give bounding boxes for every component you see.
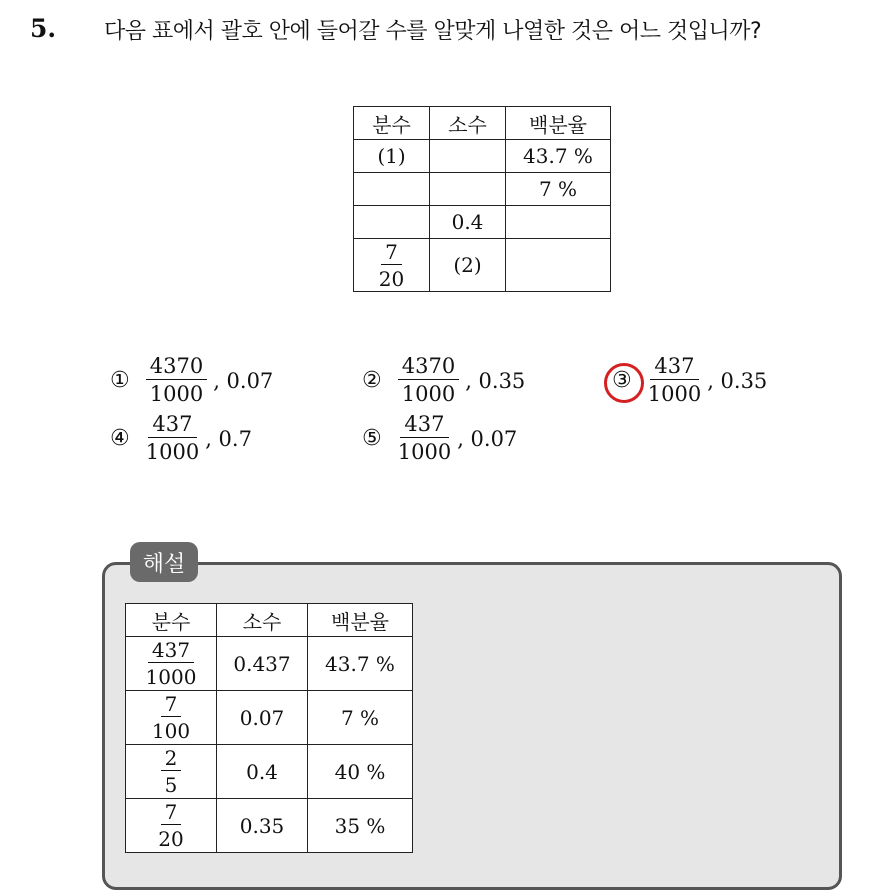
table-row xyxy=(354,239,611,292)
solution-label: 해설 xyxy=(130,542,198,582)
choice-number-icon: ④ xyxy=(110,426,130,451)
fraction-denominator: 1000 xyxy=(647,382,702,406)
choice-number-icon: ① xyxy=(110,368,130,393)
cell-fraction xyxy=(354,206,430,239)
choice-number-icon: ③ xyxy=(612,368,632,393)
fraction xyxy=(398,414,451,463)
fraction xyxy=(161,748,182,795)
fraction-numerator: 7 xyxy=(161,694,182,717)
fraction xyxy=(378,239,405,291)
fraction xyxy=(146,640,197,687)
fraction-denominator: 1000 xyxy=(149,382,204,406)
header-percent: 백분율 xyxy=(308,604,413,637)
header-percent: 백분율 xyxy=(506,107,611,140)
fraction-denominator: 5 xyxy=(164,773,178,797)
fraction-denominator: 1000 xyxy=(397,440,452,464)
cell-fraction xyxy=(126,637,217,691)
cell-fraction: (1) xyxy=(354,140,430,173)
cell-fraction xyxy=(126,691,217,745)
cell-decimal: 0.4 xyxy=(217,745,308,799)
cell-percent: 43.7 % xyxy=(308,637,413,691)
cell-fraction xyxy=(126,799,217,853)
cell-fraction xyxy=(126,745,217,799)
choice-number-icon: ② xyxy=(362,368,382,393)
table-row xyxy=(126,799,413,853)
question-text: 다음 표에서 괄호 안에 들어갈 수를 알맞게 나열한 것은 어느 것입니까? xyxy=(104,19,762,44)
fraction xyxy=(158,802,183,849)
fraction xyxy=(146,414,199,463)
header-decimal: 소수 xyxy=(217,604,308,637)
table-row xyxy=(126,691,413,745)
fraction-numerator: 7 xyxy=(381,242,402,265)
header-decimal: 소수 xyxy=(430,107,506,140)
cell-decimal: 0.4 xyxy=(430,206,506,239)
cell-percent: 7 % xyxy=(308,691,413,745)
choice-decimal: , 0.07 xyxy=(213,368,274,393)
table-row xyxy=(354,173,611,206)
question-number: 5. xyxy=(30,14,57,43)
fraction-denominator: 20 xyxy=(378,266,405,291)
table-header-row xyxy=(354,107,611,140)
cell-decimal xyxy=(430,140,506,173)
fraction xyxy=(146,356,207,405)
fraction-numerator: 4370 xyxy=(146,356,207,380)
cell-decimal: 0.35 xyxy=(217,799,308,853)
fraction-numerator: 7 xyxy=(161,802,182,825)
fraction-denominator: 1000 xyxy=(401,382,456,406)
solution-table xyxy=(125,603,413,853)
cell-percent xyxy=(506,239,611,292)
table-row xyxy=(126,637,413,691)
choice-2[interactable] xyxy=(362,356,525,405)
cell-percent: 43.7 % xyxy=(506,140,611,173)
cell-fraction xyxy=(354,173,430,206)
fraction-denominator: 100 xyxy=(151,719,191,743)
header-fraction: 분수 xyxy=(354,107,430,140)
cell-percent: 7 % xyxy=(506,173,611,206)
choice-decimal: , 0.35 xyxy=(707,368,768,393)
choice-decimal: , 0.7 xyxy=(205,426,252,451)
fraction xyxy=(648,356,701,405)
choice-decimal: , 0.07 xyxy=(457,426,518,451)
fraction-denominator: 1000 xyxy=(145,440,200,464)
cell-percent xyxy=(506,206,611,239)
choice-1[interactable] xyxy=(110,356,273,405)
fraction-numerator: 437 xyxy=(148,640,194,663)
cell-decimal: 0.07 xyxy=(217,691,308,745)
table-row xyxy=(126,745,413,799)
fraction xyxy=(152,694,190,741)
table-row xyxy=(354,206,611,239)
cell-decimal: (2) xyxy=(430,239,506,292)
table-header-row xyxy=(126,604,413,637)
fraction-numerator: 4370 xyxy=(398,356,459,380)
choice-4[interactable] xyxy=(110,414,252,463)
cell-decimal: 0.437 xyxy=(217,637,308,691)
choice-number-icon: ⑤ xyxy=(362,426,382,451)
choice-3[interactable] xyxy=(612,356,767,405)
fraction-denominator: 20 xyxy=(158,827,184,851)
cell-fraction xyxy=(354,239,430,292)
cell-percent: 40 % xyxy=(308,745,413,799)
question-table xyxy=(353,106,611,292)
fraction-numerator: 2 xyxy=(161,748,182,771)
cell-decimal xyxy=(430,173,506,206)
fraction-numerator: 437 xyxy=(400,414,448,438)
fraction-numerator: 437 xyxy=(650,356,698,380)
choice-5[interactable] xyxy=(362,414,517,463)
table-row xyxy=(354,140,611,173)
choice-decimal: , 0.35 xyxy=(465,368,526,393)
fraction-numerator: 437 xyxy=(148,414,196,438)
fraction xyxy=(398,356,459,405)
cell-percent: 35 % xyxy=(308,799,413,853)
header-fraction: 분수 xyxy=(126,604,217,637)
fraction-denominator: 1000 xyxy=(145,665,197,689)
